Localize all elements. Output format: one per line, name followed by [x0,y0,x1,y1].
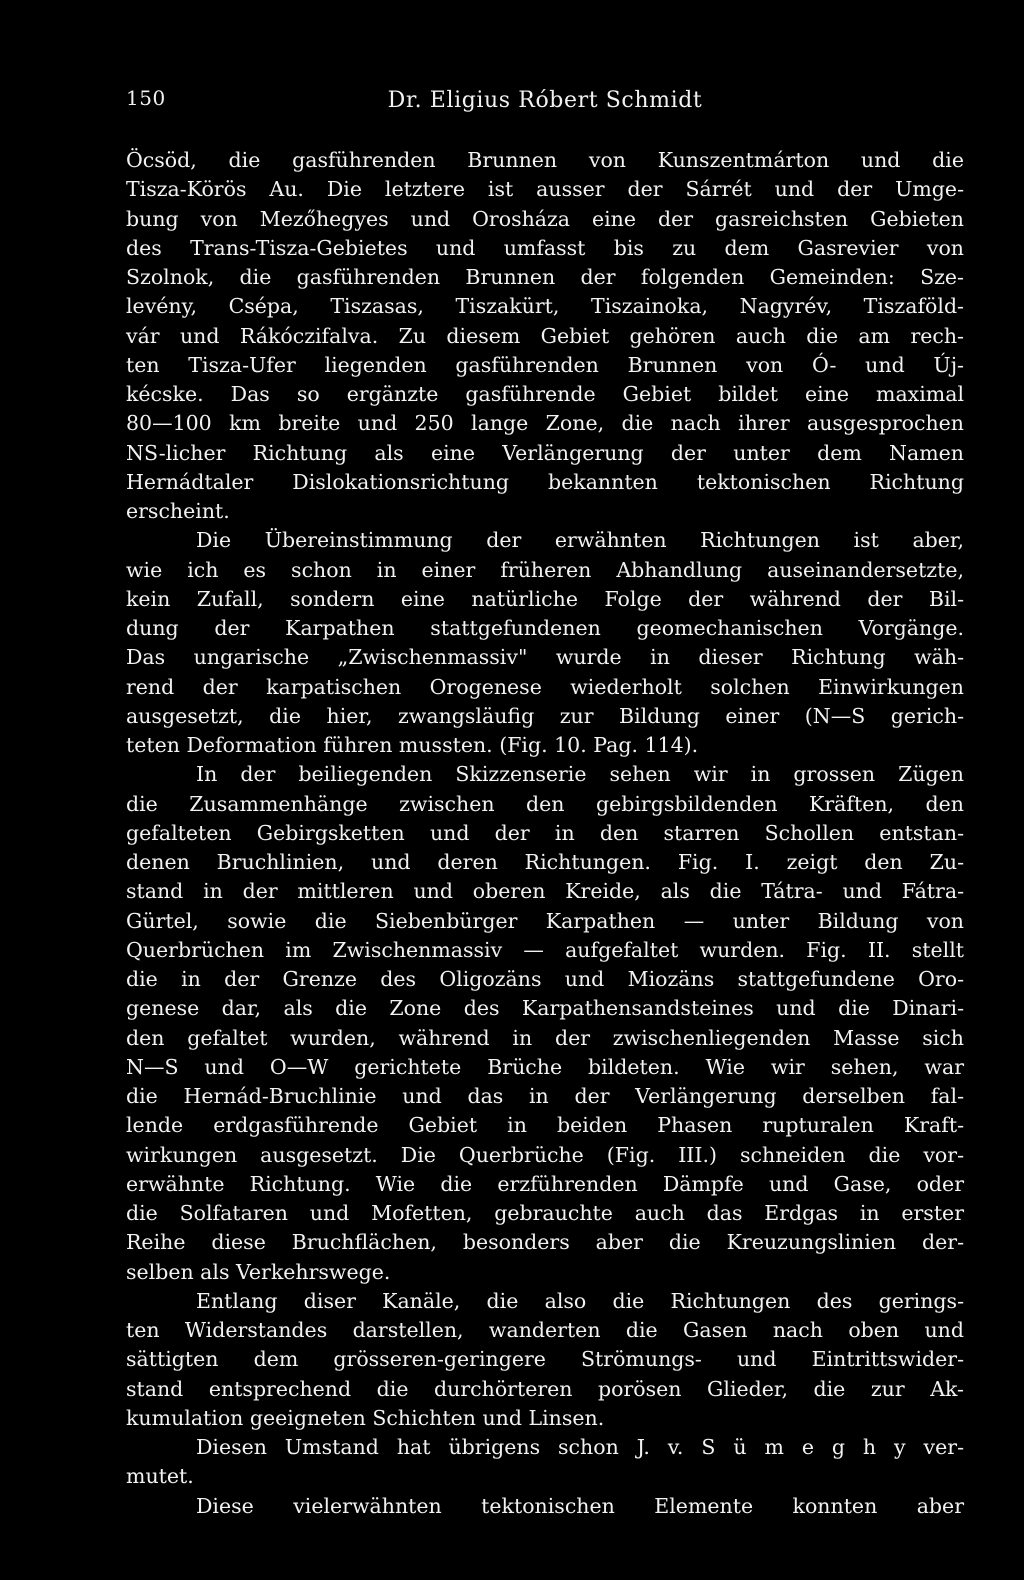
text-line: wirkungen ausgesetzt. Die Querbrüche (Fig. III.) schneiden die vor- [126,1142,964,1167]
text-line: N—S und O—W gerichtete Brüche bildeten. Wie wir sehen, war [126,1054,964,1079]
text-line: rend der karpatischen Orogenese wiederholt solchen Einwirkungen [126,674,964,699]
text-line: den gefaltet wurden, während in der zwischenliegenden Masse sich [126,1025,964,1050]
text-line: Tisza-Körös Au. Die letztere ist ausser der Sárrét und der Umge- [126,177,964,202]
text-line: die Zusammenhänge zwischen den gebirgsbildenden Kräften, den [126,791,964,816]
text-line: des Trans-Tisza-Gebietes und umfasst bis zu dem Gasrevier von [126,235,964,260]
text-line: Hernádtaler Dislokationsrichtung bekannten tektonischen Richtung [126,469,964,494]
text-line: ten Widerstandes darstellen, wanderten die Gasen nach oben und [126,1318,964,1342]
page-number: 150 [126,86,166,110]
text-line: Szolnok, die gasführenden Brunnen der folgenden Gemeinden: Sze- [126,265,964,289]
text-line: Öcsöd, die gasführenden Brunnen von Kunszentmárton und die [126,148,964,172]
text-line: ten Tisza-Ufer liegenden gasführenden Brunnen von Ó- und Új- [126,352,964,377]
text-line: kécske. Das so ergänzte gasführende Gebiet bildet eine maximal [126,382,964,406]
text-line: kein Zufall, sondern eine natürliche Folge der während der Bil- [126,586,964,611]
text-line: vár und Rákóczifalva. Zu diesem Gebiet gehören auch die am rech- [126,323,964,348]
text-line: teten Deformation führen mussten. (Fig. 10. Pag. 114). [126,733,699,757]
text-line: stand entsprechend die durchörteren porösen Glieder, die zur Ak- [126,1376,964,1401]
text-line: die Solfataren und Mofetten, gebrauchte auch das Erdgas in erster [126,1201,964,1225]
text-line: levény, Csépa, Tiszasas, Tiszakürt, Tiszainoka, Nagyrév, Tiszaföld- [126,294,964,319]
text-line: NS-licher Richtung als eine Verlängerung der unter dem Namen [126,440,964,465]
text-line: stand in der mittleren und oberen Kreide, als die Tátra- und Fátra- [126,879,964,904]
text-line: In der beiliegenden Skizzenserie sehen wir in grossen Zügen [196,762,964,787]
text-line: bung von Mezőhegyes und Orosháza eine der gasreichsten Gebieten [126,206,964,231]
text-line: mutet. [126,1464,194,1489]
text-line: ausgesetzt, die hier, zwangsläufig zur Bildung einer (N—S gerich- [126,703,964,728]
running-title: Dr. Eligius Róbert Schmidt [387,88,703,113]
text-line: wie ich es schon in einer früheren Abhandlung auseinandersetzte, [126,557,964,582]
page-header [126,86,964,122]
text-line: Die Übereinstimmung der erwähnten Richtungen ist aber, [196,528,964,553]
body-text [126,146,964,1521]
text-line: Entlang diser Kanäle, die also die Richtungen des gerings- [196,1288,964,1313]
text-line: Diesen Umstand hat übrigens schon J. v. S ü m e g h y ver- [196,1435,964,1459]
text-line: kumulation geeigneten Schichten und Linsen. [126,1405,605,1430]
text-line: Diese vielerwähnten tektonischen Elemente konnten aber [196,1493,964,1518]
text-line: die Hernád-Bruchlinie und das in der Verlängerung derselben fal- [126,1084,964,1108]
text-line: Gürtel, sowie die Siebenbürger Karpathen — unter Bildung von [126,908,964,933]
text-line: denen Bruchlinien, und deren Richtungen. Fig. I. zeigt den Zu- [126,850,964,874]
text-line: genese dar, als die Zone des Karpathensandsteines und die Dinari- [126,996,964,1021]
text-line: Das ungarische „Zwischenmassiv" wurde in dieser Richtung wäh- [126,645,964,670]
text-line: 80—100 km breite und 250 lange Zone, die nach ihrer ausgesprochen [126,411,964,436]
text-line: die in der Grenze des Oligozäns und Miozäns stattgefundene Oro- [126,967,964,991]
text-line: erscheint. [126,499,230,523]
text-line: Querbrüchen im Zwischenmassiv — aufgefaltet wurden. Fig. II. stellt [126,937,964,962]
text-line: sättigten dem grösseren-geringere Strömungs- und Eintrittswider- [126,1347,964,1372]
text-line: dung der Karpathen stattgefundenen geomechanischen Vorgänge. [126,616,964,640]
text-line: selben als Verkehrswege. [126,1259,391,1284]
text-line: erwähnte Richtung. Wie die erzführenden Dämpfe und Gase, oder [126,1171,964,1196]
text-line: gefalteten Gebirgsketten und der in den starren Schollen entstan- [126,820,964,845]
text-line: Reihe diese Bruchflächen, besonders aber die Kreuzungslinien der- [126,1230,964,1255]
text-line: lende erdgasführende Gebiet in beiden Phasen rupturalen Kraft- [126,1113,964,1138]
